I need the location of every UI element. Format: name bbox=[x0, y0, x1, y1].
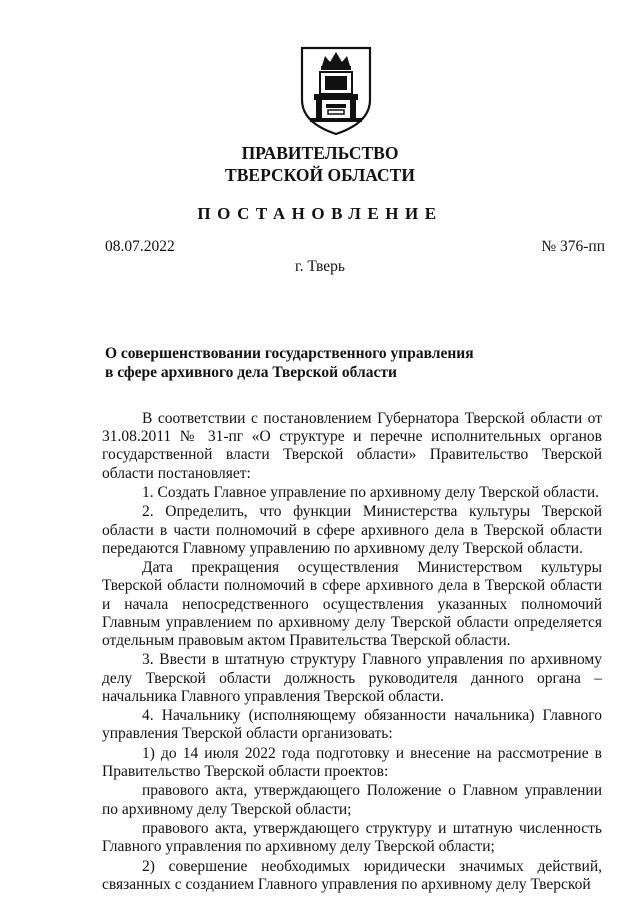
paragraph-2: 2. Определить, что функции Министерства культуры Тверской области в части полномочий в сфере архивного дела в Тверской области передаются Главному управлению по архивному делу Тверской области. bbox=[102, 503, 602, 557]
paragraph-4-item-1-a: правового акта, утверждающего Положение о Главном управлении по архивному делу Тверской области; bbox=[102, 782, 602, 818]
paragraph-3: 3. Ввести в штатную структуру Главного управления по архивному делу Тверской области должность руководителя данного органа – начальника Главного управления Тверской области. bbox=[102, 651, 602, 705]
paragraph-4-item-1-b: правового акта, утверждающего структуру и штатную численность Главного управления по архивному делу Тверской области; bbox=[102, 819, 602, 856]
paragraph-4-item-2: 2) совершение необходимых юридически значимых действий, связанных с созданием Главного управления по архивному делу Тверской bbox=[102, 857, 602, 893]
document-title-line1: О совершенствовании государственного управления bbox=[105, 345, 474, 362]
tver-coat-of-arms-icon bbox=[298, 44, 374, 136]
paragraph-4: 4. Начальнику (исполняющему обязанности начальника) Главного управления Тверской области организовать: bbox=[102, 707, 602, 743]
paragraph-2-date: Дата прекращения осуществления Министерством культуры Тверской области полномочий в сфере архивного дела в Тверской области и начала непосредственного осуществления указанных полномочий Главным управлением по архивному делу Тверской области определяется отдельным правовым актом Правительства Тверской области. bbox=[102, 559, 602, 649]
paragraph-preamble: В соответствии с постановлением Губернатора Тверской области от 31.08.2011 № 31-пг «О структуре и перечне исполнительных органов государственной власти Тверской области» Правительство Тверской области постановляет: bbox=[102, 410, 602, 482]
government-name-line1: ПРАВИТЕЛЬСТВО bbox=[241, 143, 399, 163]
paragraph-4-item-1: 1) до 14 июля 2022 года подготовку и внесение на рассмотрение в Правительство Тверской области проектов: bbox=[102, 744, 602, 780]
paragraph-1: 1. Создать Главное управление по архивному делу Тверской области. bbox=[142, 484, 599, 501]
document-title-line2: в сфере архивного дела Тверской области bbox=[105, 364, 397, 381]
government-name-line2: ТВЕРСКОЙ ОБЛАСТИ bbox=[225, 165, 415, 185]
document-number: № 376-пп bbox=[541, 238, 605, 255]
document-body bbox=[102, 410, 602, 894]
document-type: ПОСТАНОВЛЕНИЕ bbox=[197, 204, 443, 223]
document-date: 08.07.2022 bbox=[105, 238, 175, 255]
document-title bbox=[105, 344, 474, 382]
document-city: г. Тверь bbox=[295, 258, 345, 275]
